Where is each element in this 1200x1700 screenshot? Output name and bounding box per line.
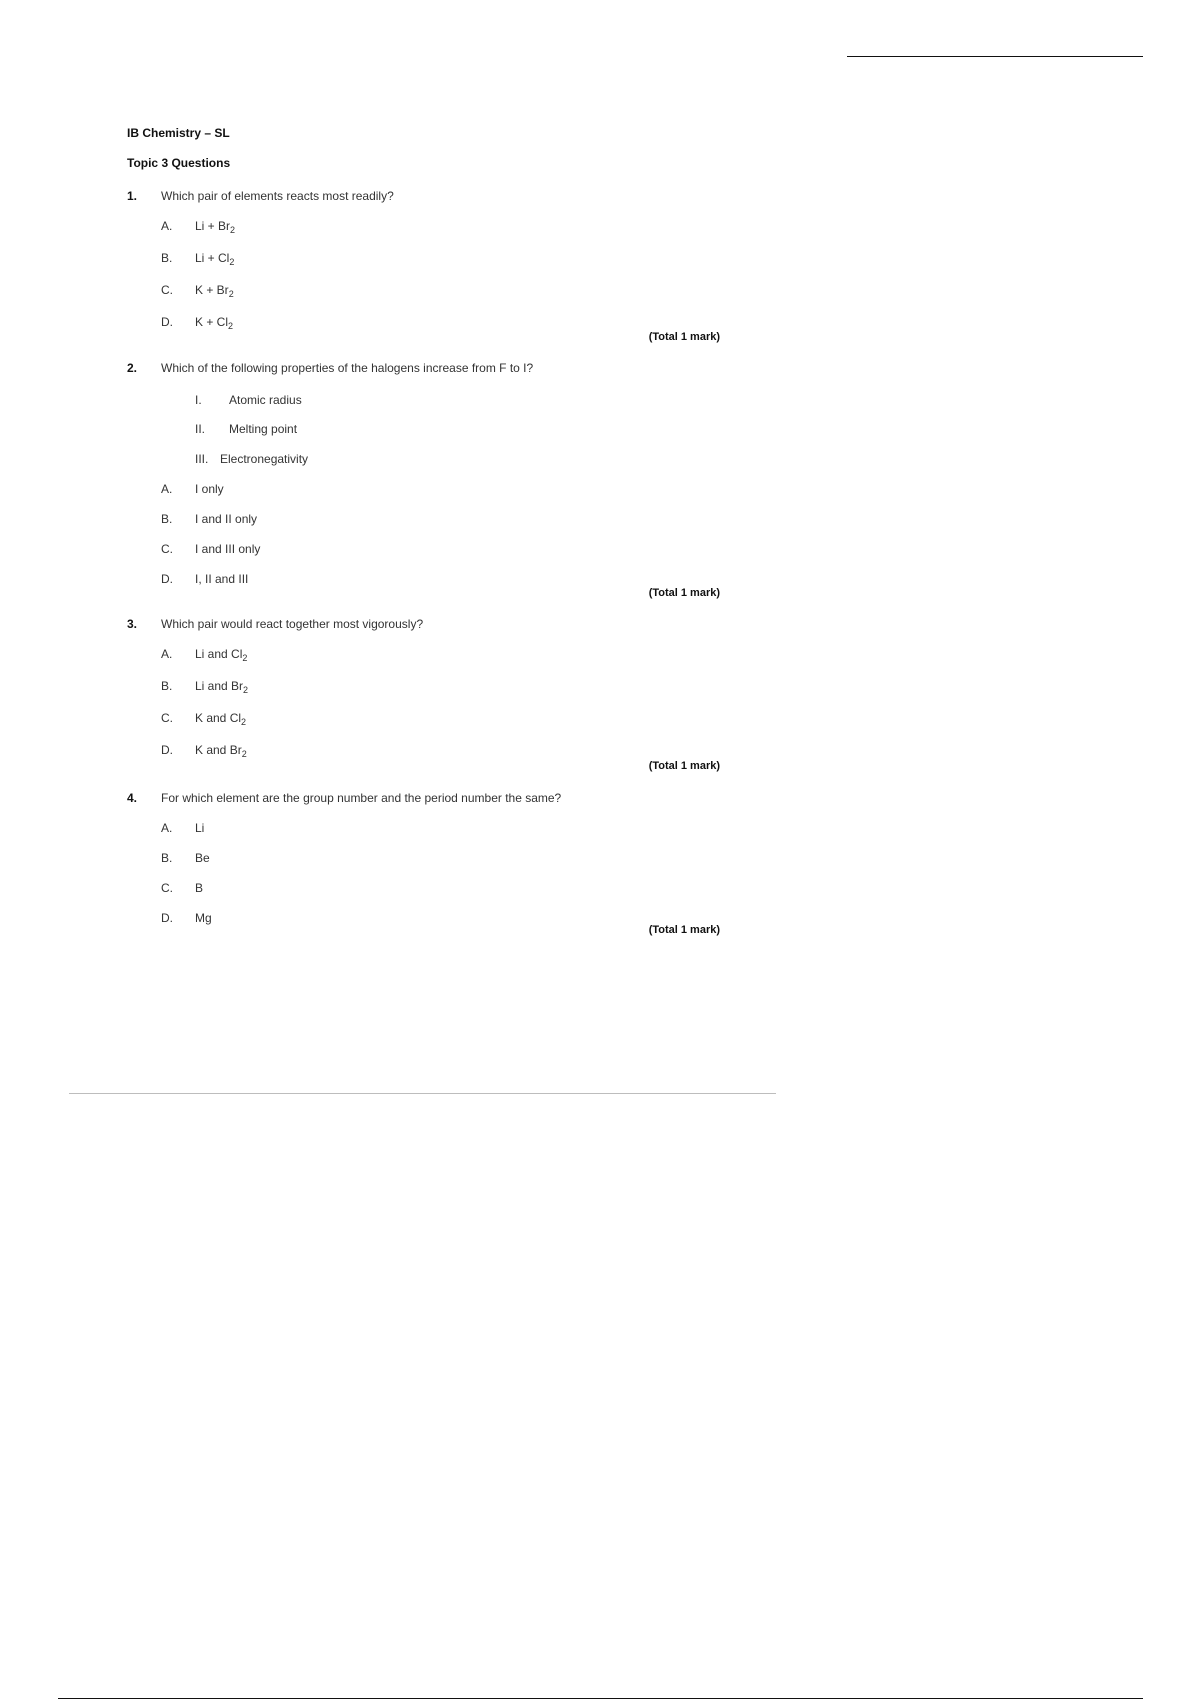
- option-text: I, II and III: [195, 572, 249, 586]
- option-text: K and $Cl_2$: [195, 711, 247, 727]
- statement-number: III.: [195, 452, 209, 466]
- option-letter: B.: [161, 679, 173, 693]
- statement-text: Atomic radius: [229, 393, 302, 407]
- option-text: K and $Br_2$: [195, 743, 247, 759]
- question-number: 4.: [127, 791, 138, 805]
- option-letter: D.: [161, 572, 173, 586]
- question-text: Which pair would react together most vigorously?: [161, 617, 424, 631]
- total-mark: (Total 1 mark): [648, 331, 720, 343]
- option-text: $K + Br_2$: [195, 283, 234, 299]
- total-mark: (Total 1 mark): [648, 760, 720, 772]
- option-letter: A.: [161, 647, 173, 661]
- statement-text: Electronegativity: [220, 452, 309, 466]
- statement-number: II.: [195, 422, 206, 436]
- option-text: $Li + Cl_2$: [195, 251, 235, 267]
- option-letter: C.: [161, 881, 173, 895]
- question-text: Which pair of elements reacts most readily?: [161, 189, 394, 203]
- option-text: $K + Cl_2$: [195, 315, 234, 331]
- statement-number: I.: [195, 393, 202, 407]
- option-letter: B.: [161, 251, 173, 265]
- option-letter: D.: [161, 911, 173, 925]
- option-text: I only: [195, 482, 224, 496]
- option-text: Li and $Cl_2$: [195, 647, 248, 663]
- question-number: 2.: [127, 361, 138, 375]
- option-text: Be: [195, 851, 210, 865]
- section-divider: [69, 1093, 776, 1094]
- option-letter: A.: [161, 482, 173, 496]
- option-text: $Li + Br_2$: [195, 219, 236, 235]
- option-text: Li and $Br_2$: [195, 679, 249, 695]
- topic-title: Topic 3 Questions: [127, 156, 231, 170]
- top-rule: [847, 56, 1143, 57]
- option-letter: D.: [161, 315, 173, 329]
- option-letter: B.: [161, 851, 173, 865]
- question-number: 3.: [127, 617, 138, 631]
- option-text: I and II only: [195, 512, 258, 526]
- option-letter: D.: [161, 743, 173, 757]
- option-letter: A.: [161, 821, 173, 835]
- option-text: I and III only: [195, 542, 261, 556]
- option-text: Li: [195, 821, 205, 835]
- option-text: Mg: [195, 911, 212, 925]
- total-mark: (Total 1 mark): [648, 924, 720, 936]
- total-mark: (Total 1 mark): [648, 587, 720, 599]
- question-number: 1.: [127, 189, 138, 203]
- option-letter: C.: [161, 283, 173, 297]
- option-letter: C.: [161, 711, 173, 725]
- option-letter: C.: [161, 542, 173, 556]
- option-text: B: [195, 881, 204, 895]
- bottom-rule: [58, 1698, 1143, 1699]
- question-text: Which of the following properties of the halogens increase from F to I?: [161, 361, 534, 375]
- course-title: IB Chemistry – SL: [127, 126, 230, 140]
- question-text: For which element are the group number and the period number the same?: [161, 791, 562, 805]
- option-letter: B.: [161, 512, 173, 526]
- statement-text: Melting point: [229, 422, 298, 436]
- option-letter: A.: [161, 219, 173, 233]
